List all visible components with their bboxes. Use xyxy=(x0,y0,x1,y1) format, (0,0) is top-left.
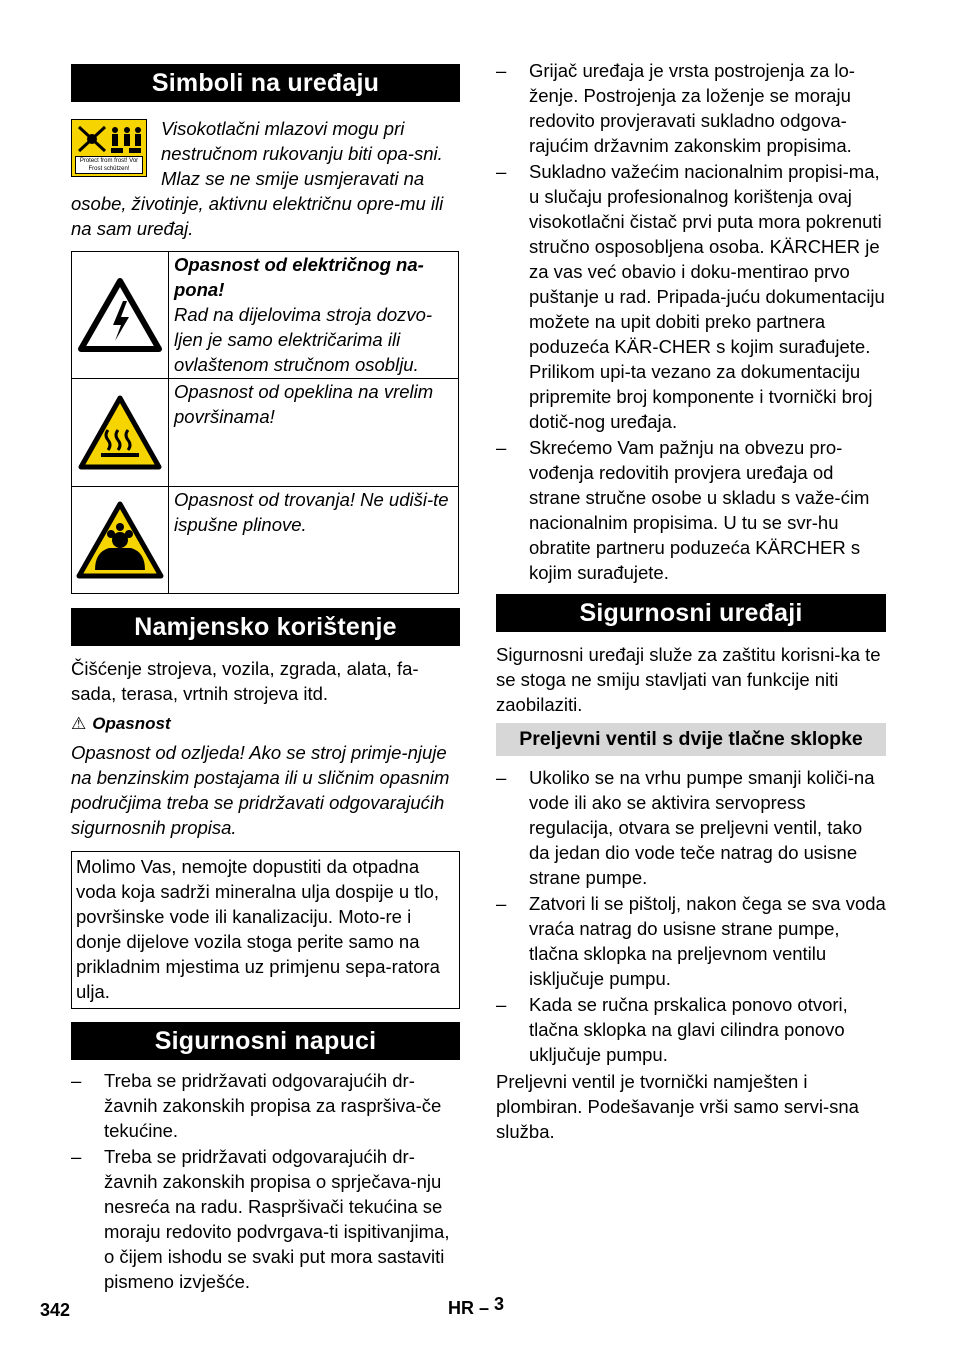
list-item: – Skrećemo Vam pažnju na obvezu pro-vođenja redovitih provjera uređaja od strane stručne osobe u skladu s važe-ćim nacionalnim propisima. U tu se svr-hu obratite partneru poduzeća KÄRCHER s kojim surađujete. xyxy=(496,435,886,585)
list-item: – Treba se pridržavati odgovarajućih dr-žavnih zakonskih propisa o sprječava-nju nesreća na radu. Raspršivači tekućina se moraju redovito podvrgava-ti ispitivanjima, o čijem ishodu se svaki put mora sastaviti pismeno izvješće. xyxy=(71,1144,460,1294)
section-title-safety-devices: Sigurnosni uređaji xyxy=(496,594,886,632)
warning-table xyxy=(71,251,459,594)
section-title-intended-use: Namjensko korištenje xyxy=(71,608,460,646)
warning-title: Opasnost od električnog na-pona! xyxy=(174,254,424,300)
oil-notice-box xyxy=(71,851,460,1009)
warning-text xyxy=(169,487,458,593)
sticker-pictograms-icon xyxy=(75,123,145,155)
warning-text xyxy=(169,252,458,378)
left-column xyxy=(71,64,460,1294)
warning-body: Rad na dijelovima stroja dozvo-ljen je samo električarima ili ovlaštenom stručnom osoblju. xyxy=(174,304,433,375)
warning-text xyxy=(169,379,458,486)
danger-heading xyxy=(71,711,460,736)
page-number: 342 xyxy=(40,1300,71,1320)
device-sticker-icon xyxy=(71,119,147,177)
list-item: – Ukoliko se na vrhu pumpe smanji količi-na vode ili ako se aktivira servopress regulacija, otvara se preljevni ventil, tako da jedan dio vode teče natrag do usisne strane pumpe. xyxy=(496,765,886,890)
footer-lang-label: HR – xyxy=(448,1298,490,1318)
footer-section-number: 3 xyxy=(494,1294,505,1314)
devices-text: Sigurnosni uređaji služe za zaštitu korisni-ka te se stoga ne smiju stavljati van funkcije niti zaobilaziti. xyxy=(496,644,881,715)
intro-block xyxy=(71,116,460,241)
toxic-fumes-icon xyxy=(72,487,169,593)
list-item: – Zatvori li se pištolj, nakon čega se sva voda vraća natrag do usisne strane pumpe, tlačna sklopka na preljevnom ventilu isključuje pumpu. xyxy=(496,891,886,991)
warning-row xyxy=(72,487,458,593)
danger-text: Opasnost od ozljeda! Ako se stroj primje-njuje na benzinskim postajama ili u sličnim opasnim područjima treba se pridržavati odgovarajućih sigurnosnih propisa. xyxy=(71,742,450,838)
warning-row xyxy=(72,252,458,379)
warning-body: Opasnost od trovanja! Ne udiši-te ispušne plinove. xyxy=(174,489,449,535)
footer-language xyxy=(448,1294,505,1319)
right-column xyxy=(496,58,886,1144)
list-item: – Kada se ručna prskalica ponovo otvori, tlačna sklopka na glavi cilindra ponovo uključuje pumpu. xyxy=(496,992,886,1067)
danger-label: Opasnost xyxy=(92,714,171,733)
hot-surface-icon xyxy=(72,379,169,486)
valve-list xyxy=(496,765,886,1067)
inspection-list xyxy=(496,58,886,585)
subsection-title-overflow-valve: Preljevni ventil s dvije tlačne sklopke xyxy=(496,723,886,756)
list-item: – Sukladno važećim nacionalnim propisi-ma, u slučaju profesionalnog korištenja ovaj visokotlačni čistač prvi puta mora pokrenuti stručno osposobljena osoba. KÄRCHER je za vas već obavio i doku-mentirao prvo puštanje u rad. Pripada-juću dokumentaciju možete na upit dobiti preko partnera poduzeća KÄR-CHER s kojim surađujete. Prilikom upi-ta vezano za dokumentaciju pripremite broj komponente i tvornički broj dotič-nog uređaja. xyxy=(496,159,886,434)
section-title-symbols: Simboli na uređaju xyxy=(71,64,460,102)
oil-notice-text: Molimo Vas, nemojte dopustiti da otpadna voda koja sadrži mineralna ulja dospije u tlo, površinske vode ili kanalizaciju. Moto-re i donje dijelove vozila stoga perite samo na prikladnim mjestima uz primjenu sepa-ratora ulja. xyxy=(76,856,440,1002)
list-item: – Treba se pridržavati odgovarajućih dr-žavnih zakonskih propisa za raspršiva-če tekućine. xyxy=(71,1068,460,1143)
electric-hazard-icon xyxy=(72,252,169,378)
warning-row xyxy=(72,379,458,487)
warning-body: Opasnost od opeklina na vrelim površinama! xyxy=(174,381,434,427)
valve-note: Preljevni ventil je tvornički namješten i plombiran. Podešavanje vrši samo servi-sna služba. xyxy=(496,1071,859,1142)
warning-triangle-icon: ⚠ xyxy=(71,714,87,733)
safety-list xyxy=(71,1068,460,1294)
section-title-safety-instructions: Sigurnosni napuci xyxy=(71,1022,460,1060)
list-item: – Grijač uređaja je vrsta postrojenja za lo-ženje. Postrojenja za loženje se moraju redovito provjeravati sukladno odgova-rajućim državnim zakonskim propisima. xyxy=(496,58,886,158)
sticker-frost-label: Protect from frost! Vor Frost schützen! xyxy=(75,156,143,174)
intro-text: Visokotlačni mlazovi mogu pri nestručnom rukovanju biti opa-sni. Mlaz se ne smije usmjeravati na osobe, životinje, aktivnu električnu opre-mu ili na sam uređaj. xyxy=(71,118,444,239)
usage-text: Čišćenje strojeva, vozila, zgrada, alata, fa-sada, terasa, vrtnih strojeva itd. xyxy=(71,658,419,704)
